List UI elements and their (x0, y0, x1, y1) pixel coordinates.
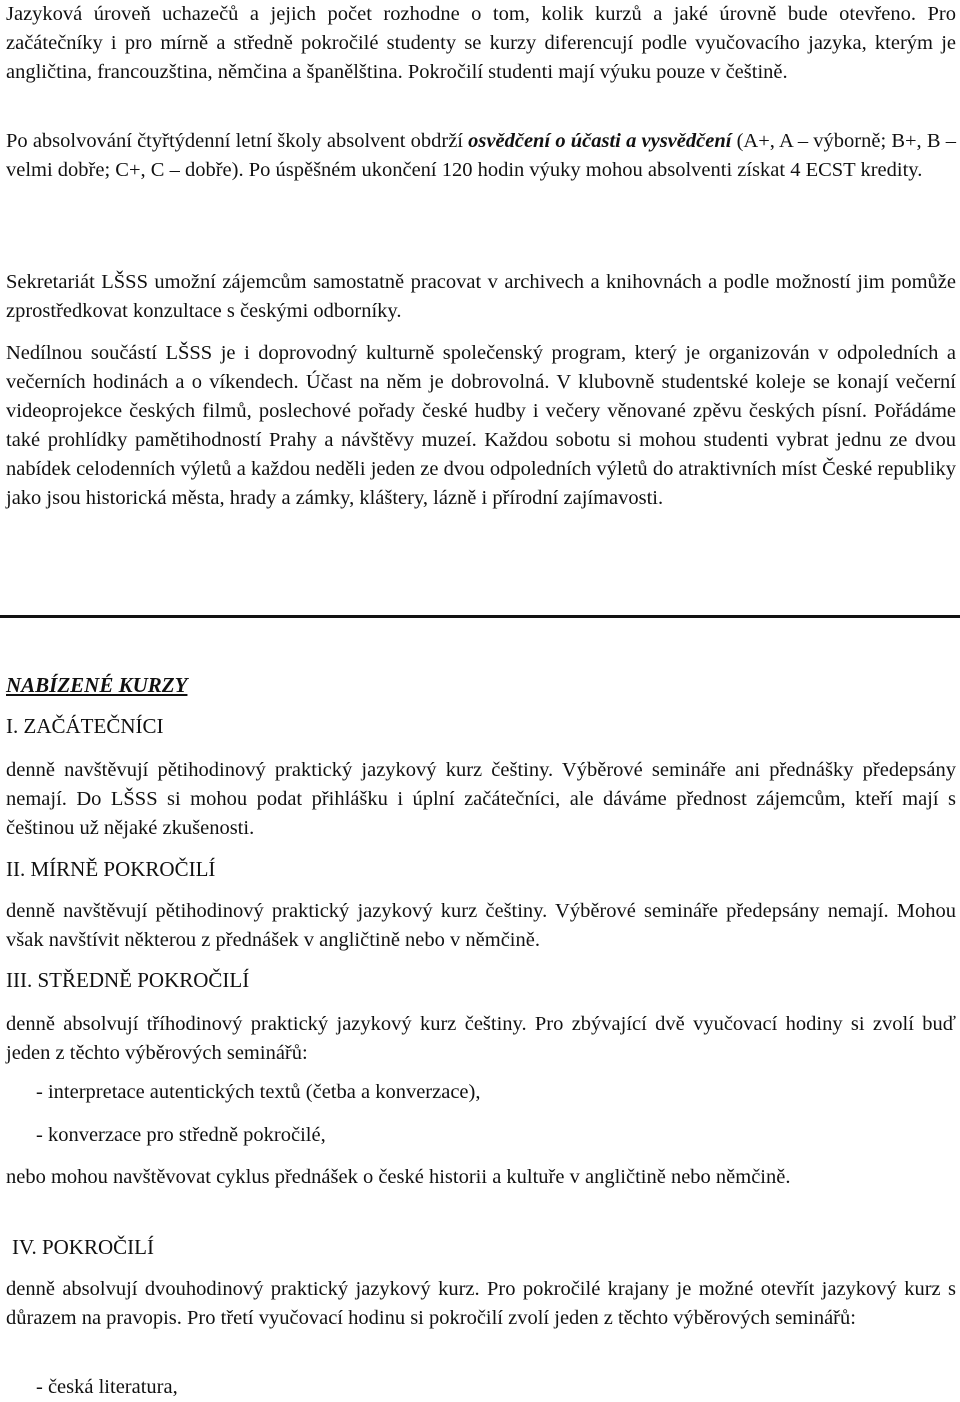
level-1-heading: I. ZAČÁTEČNÍCI (6, 714, 164, 738)
level-1-text: denně navštěvují pětihodinový praktický jazykový kurz češtiny. Výběrové semináře ani přednášky předepsány nemají. Do LŠSS si mohou podat přihlášku i úplní začátečníci, ale dáváme přednost zájemcům, kteří mají s češtinou už nějaké zkušenosti. (6, 759, 956, 839)
level-2-heading: II. MÍRNĚ POKROČILÍ (6, 857, 216, 881)
level-3-text: denně absolvují tříhodinový praktický jazykový kurz češtiny. Pro zbývající dvě vyučovací hodiny si zvolí buď jeden z těchto výběrových seminářů: (6, 1013, 956, 1064)
section-divider (0, 615, 960, 618)
level-3-after-text: nebo mohou navštěvovat cyklus přednášek o české historii a kultuře v angličtině nebo němčině. (6, 1166, 791, 1188)
level-3-list-item: - interpretace autentických textů (četba a konverzace), (36, 1081, 481, 1103)
intro-paragraph-2 (6, 127, 956, 185)
level-4-text: denně absolvují dvouhodinový praktický jazykový kurz. Pro pokročilé krajany je možné otevřít jazykový kurz s důrazem na pravopis. Pro třetí vyučovací hodinu si pokročilí zvolí jeden z těchto výběrových seminářů: (6, 1278, 956, 1329)
intro-paragraph-1: Jazyková úroveň uchazečů a jejich počet rozhodne o tom, kolik kurzů a jaké úrovně bude otevřeno. Pro začátečníky i pro mírně a středně pokročilé studenty se kurzy diferencují podle vyučovacího jazyka, kterým je angličtina, francouzština, němčina a španělština. Pokročilí studenti mají výuku pouze v češtině. (6, 3, 956, 83)
level-2-text: denně navštěvují pětihodinový praktický jazykový kurz češtiny. Výběrové semináře předepsány nemají. Mohou však navštívit některou z přednášek v angličtině nebo v němčině. (6, 900, 956, 951)
intro-paragraph-4: Nedílnou součástí LŠSS je i doprovodný kulturně společenský program, který je organizován v odpoledních a večerních hodinách a o víkendech. Účast na něm je dobrovolná. V klubovně studentské koleje se konají večerní videoprojekce českých filmů, poslechové pořady české hudby i večery věnované zpěvu českých písní. Pořádáme také prohlídky pamětihodností Prahy a návštěvy muzeí. Každou sobotu si mohou studenti vybrat jednu ze dvou nabídek celodenních výletů a každou neděli jeden ze dvou odpoledních výletů do atraktivních míst České republiky jako jsou historická města, hrady a zámky, kláštery, lázně i přírodní zajímavosti. (6, 342, 956, 509)
level-3-heading: III. STŘEDNĚ POKROČILÍ (6, 968, 250, 992)
level-4-heading: IV. POKROČILÍ (12, 1235, 154, 1259)
certificate-emphasis: osvědčení o účasti a vysvědčení (468, 130, 732, 152)
level-4-list-item: - česká literatura, (36, 1376, 178, 1398)
courses-title: NABÍZENÉ KURZY (6, 673, 188, 697)
paragraph-2-text-end: (A+, A – výborně; B+, B – velmi dobře; C+, C – dobře). Po úspěšném ukončení 120 hodin výuky mohou absolventi získat 4 ECST kredity. (6, 130, 956, 181)
intro-paragraph-3: Sekretariát LŠSS umožní zájemcům samostatně pracovat v archivech a knihovnách a podle možností jim pomůže zprostředkovat konzultace s českými odborníky. (6, 271, 956, 322)
level-3-list-item: - konverzace pro středně pokročilé, (36, 1124, 326, 1146)
paragraph-2-text-start: Po absolvování čtyřtýdenní letní školy absolvent obdrží (6, 130, 469, 152)
